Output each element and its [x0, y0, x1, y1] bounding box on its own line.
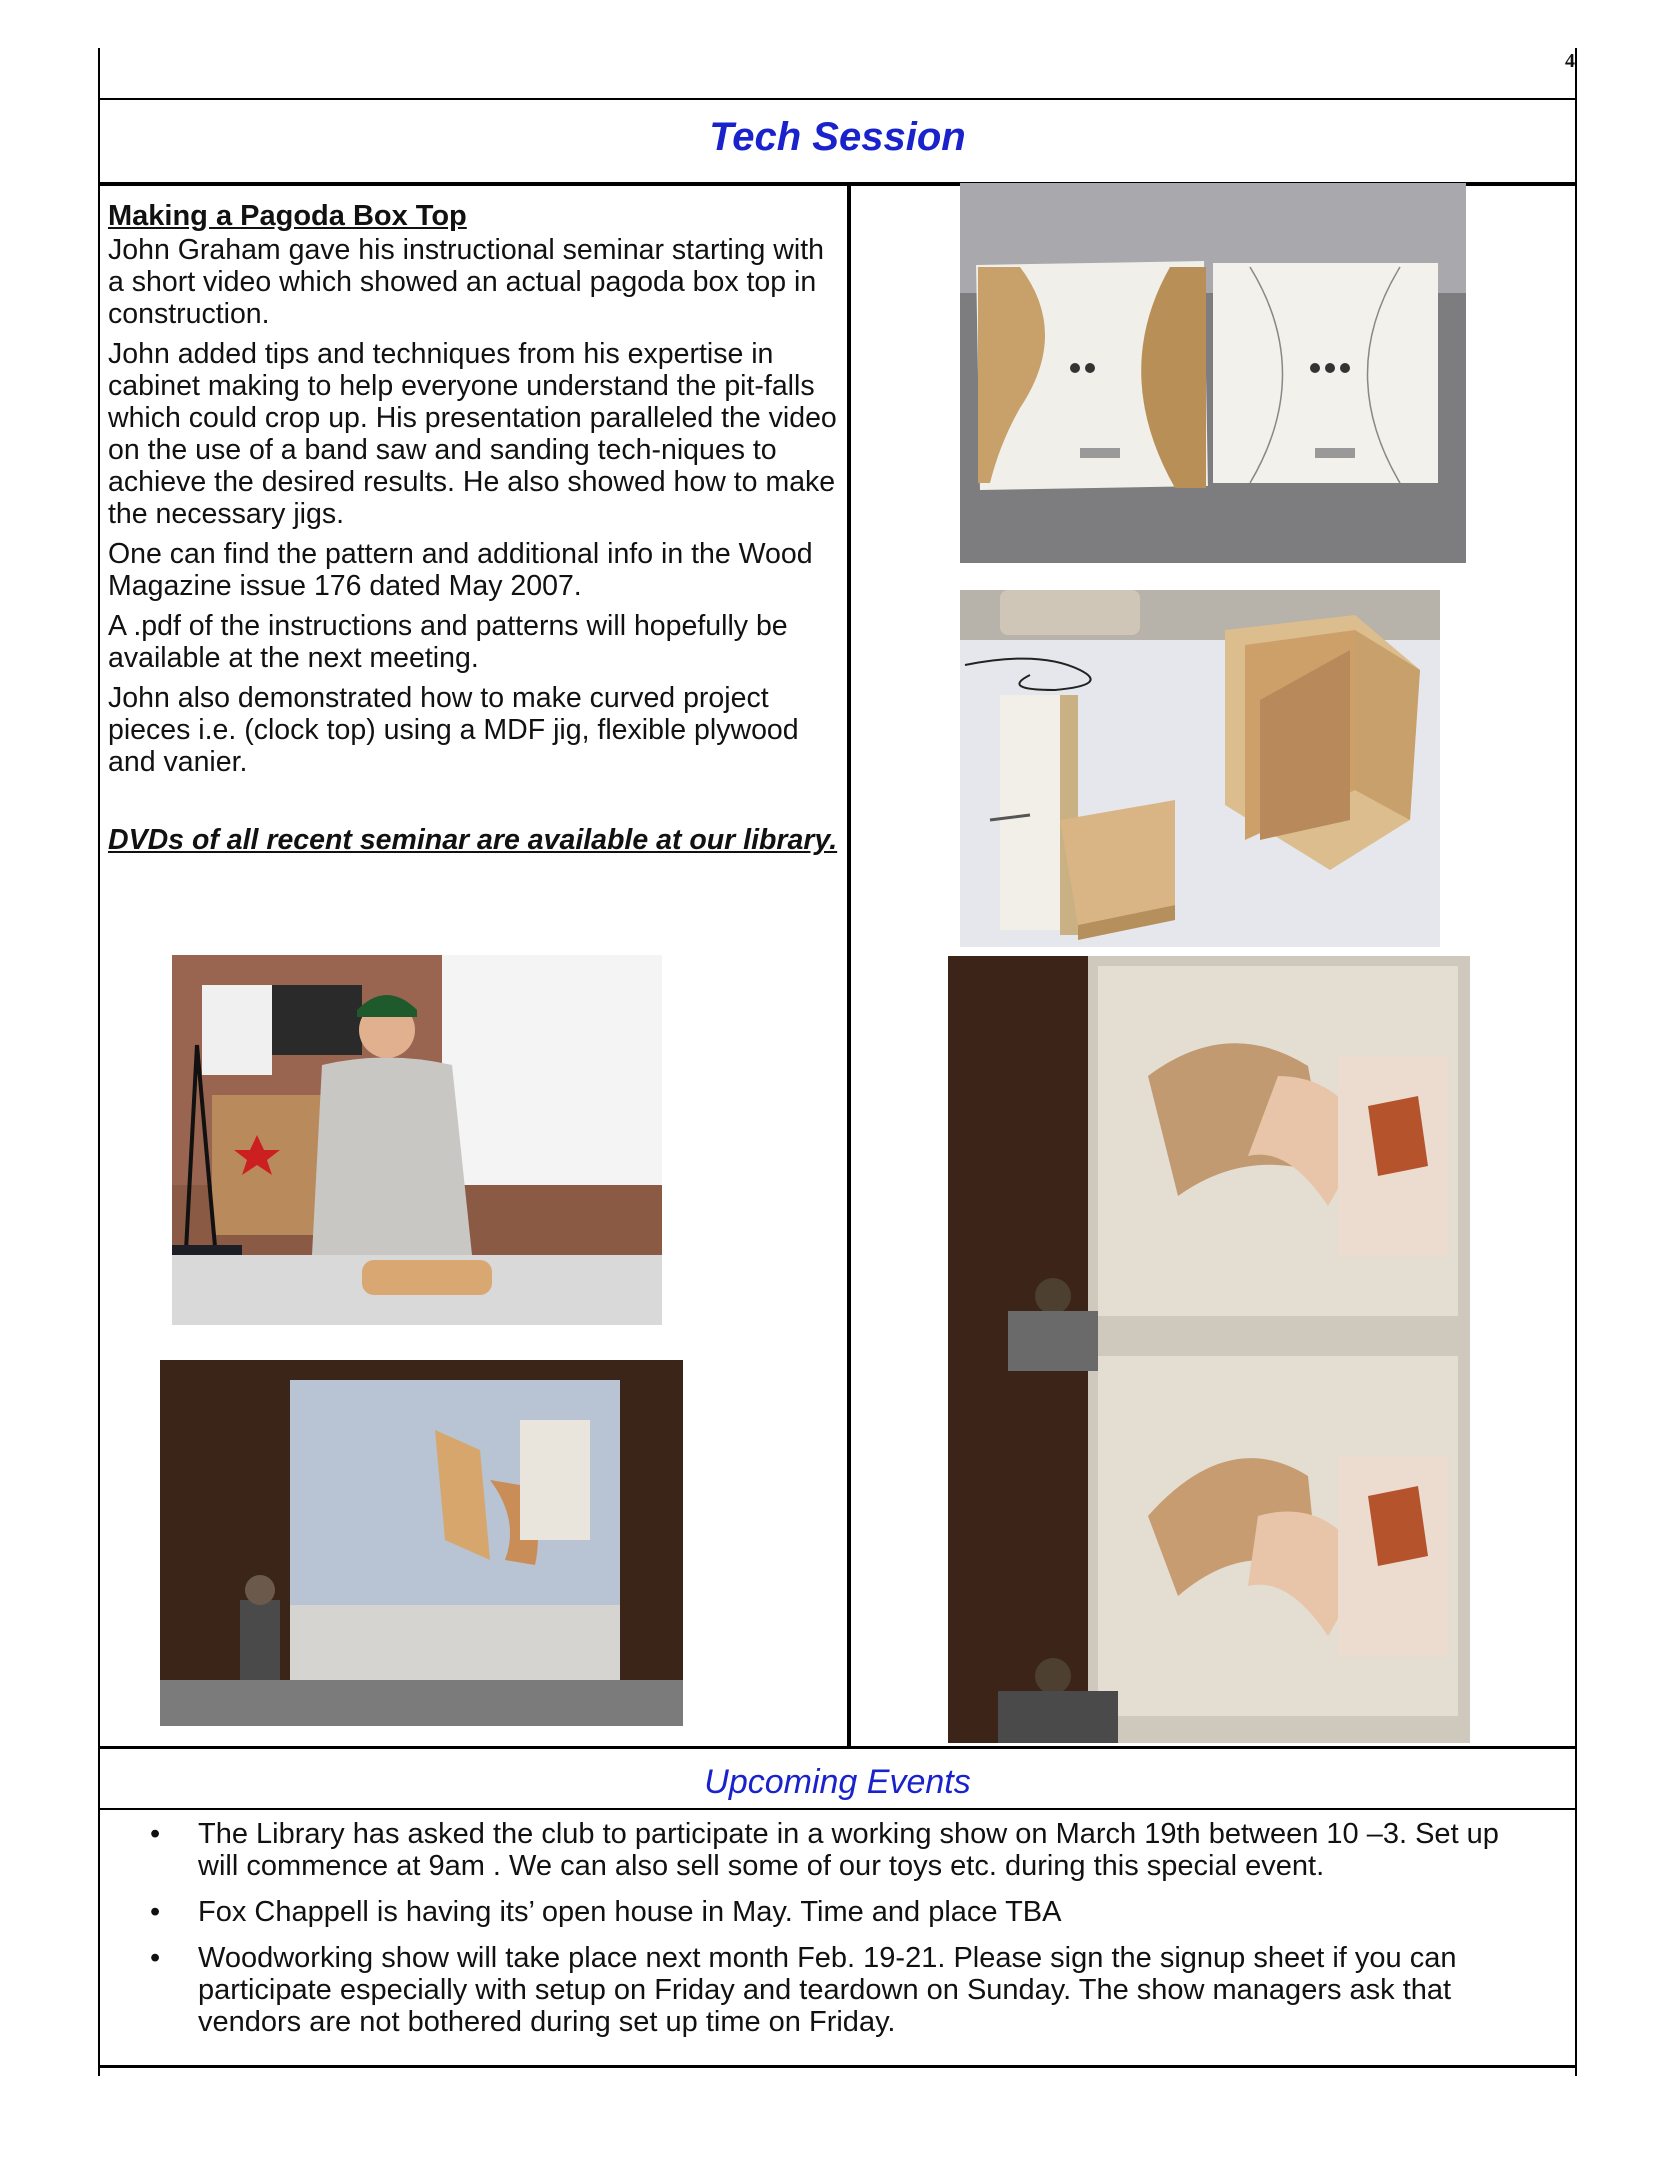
list-item: [150, 1896, 1540, 1928]
photo-pattern-templates: [960, 183, 1466, 563]
frame-top-rule: [98, 98, 1577, 100]
photo-wooden-jig: [960, 590, 1440, 947]
events-title-rule: [98, 1808, 1577, 1810]
article-paragraph: John also demonstrated how to make curved project pieces i.e. (clock top) using a MDF jig, flexible plywood and vanier.: [108, 682, 799, 778]
bullet: •: [150, 1818, 161, 1850]
article-paragraph: John added tips and techniques from his expertise in cabinet making to help everyone understand the pit-falls which could crop up. His presentation paralleled the video on the use of a band saw and sanding tech-niques to achieve the desired results. He also showed how to make the necessary jigs.: [108, 338, 837, 530]
event-text: The Library has asked the club to participate in a working show on March 19th between 10 –3. Set up will commence at 9am . We can also sell some of our toys etc. during this special event.: [198, 1818, 1499, 1882]
event-text: Fox Chappell is having its’ open house in May. Time and place TBA: [198, 1896, 1062, 1928]
tech-session-title: Tech Session: [709, 115, 966, 159]
frame-bottom-rule: [98, 2065, 1577, 2068]
article-heading: Making a Pagoda Box Top: [108, 200, 467, 232]
photo-video-closeups: [948, 956, 1470, 1743]
column-divider: [847, 184, 851, 1748]
article-paragraph: One can find the pattern and additional info in the Wood Magazine issue 176 dated May 2007.: [108, 538, 813, 602]
article-paragraph: John Graham gave his instructional seminar starting with a short video which showed an actual pagoda box top in construction.: [108, 234, 824, 330]
photo-projection-screen: [160, 1360, 683, 1726]
page-number: 4: [1565, 50, 1575, 72]
bullet: •: [150, 1942, 161, 1974]
events-top-rule: [98, 1746, 1577, 1749]
photo-presenter: [172, 955, 662, 1325]
article: [108, 200, 843, 864]
upcoming-events-title: Upcoming Events: [704, 1763, 971, 1801]
events-list: [150, 1818, 1540, 2052]
list-item: [150, 1818, 1540, 1882]
list-item: [150, 1942, 1540, 2038]
library-note: DVDs of all recent seminar are available at our library.: [108, 824, 838, 856]
article-paragraph: A .pdf of the instructions and patterns will hopefully be available at the next meeting.: [108, 610, 788, 674]
bullet: •: [150, 1896, 161, 1928]
frame-right: [1575, 48, 1577, 2076]
event-text: Woodworking show will take place next month Feb. 19-21. Please sign the signup sheet if you can participate especially with setup on Friday and teardown on Sunday. The show managers ask that vendors are not bothered during set up time on Friday.: [198, 1942, 1457, 2038]
